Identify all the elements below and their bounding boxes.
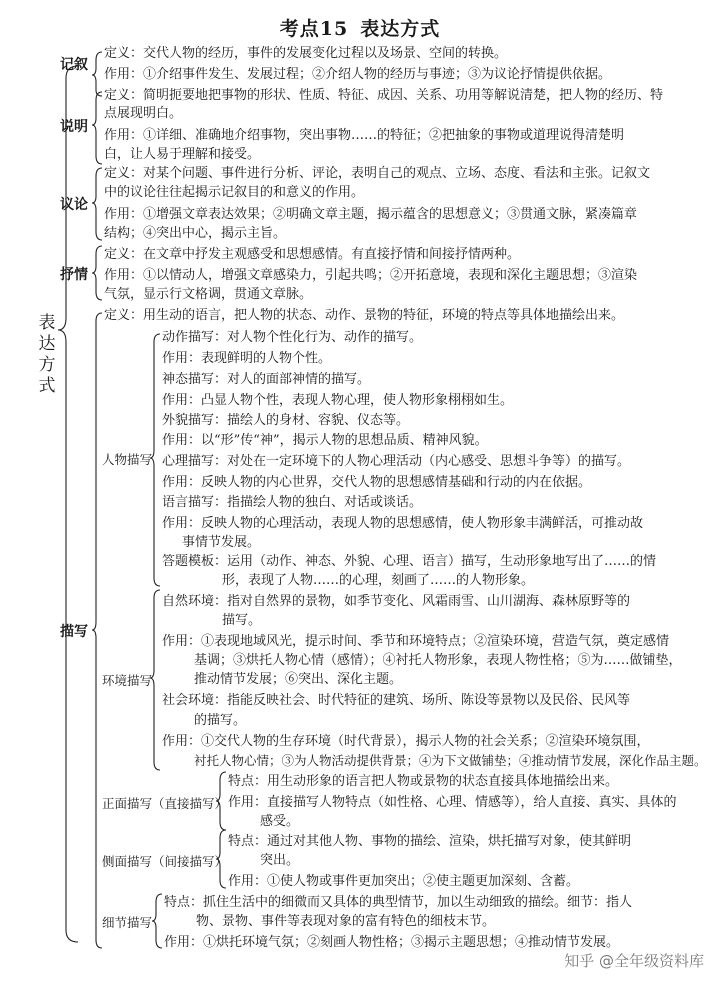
huanjing-line: 的描写。 [194, 713, 247, 728]
shuqing-definition: 定义：在文章中抒发主观感受和思想感情。有直接抒情和间接抒情两种。 [104, 247, 521, 262]
renwu-line: 动作描写：对人物个性化行为、动作的描写。 [162, 330, 423, 345]
zhengmian-line: 感受。 [260, 814, 300, 829]
brace-shuoming [92, 92, 102, 164]
label-renwu: 人物描写 [102, 452, 153, 467]
renwu-line: 事情节发展。 [182, 535, 261, 550]
renwu-line: 语言描写：指描绘人物的独白、对话或谈话。 [162, 495, 423, 510]
huanjing-line: 作用：①交代人物的生存环境（时代背景），揭示人物的社会关系；②渲染环境氛围， [162, 734, 650, 749]
brace-jixu [92, 52, 102, 96]
jixu-definition: 定义：交代人物的经历，事件的发展变化过程以及场景、空间的转换。 [104, 46, 508, 61]
cemian-line: 特点：通过对其他人物、事物的描绘、渲染，烘托描写对象，使其鲜明 [228, 834, 632, 849]
huanjing-line: 描写。 [222, 613, 262, 628]
renwu-line: 外貌描写：描绘人的身材、容貌、仪态等。 [162, 413, 410, 428]
renwu-line: 作用：反映人物的内心世界，交代人物的思想感情基础和行动的内在依据。 [162, 475, 592, 490]
xijie-line: 物、景物、事件等表现对象的富有特色的细枝末节。 [196, 914, 496, 929]
label-miaoxie: 描写 [60, 624, 88, 640]
huanjing-line: 衬托人物心情；③为人物活动提供背景；④为下文做铺垫；④推动情节发展，深化作品主题。 [194, 753, 707, 768]
xijie-line: 特点：抓住生活中的细微而又具体的典型情节，加以生动细致的描绘。细节：指人 [164, 895, 633, 910]
shuqing-function-1: 作用：①以情动人，增强文章感染力，引起共鸣；②开拓意境，表现和深化主题思想；③渲染 [104, 268, 638, 283]
watermark: 知乎 @全年级资料库 [564, 952, 704, 970]
label-shuoming: 说明 [60, 119, 88, 135]
renwu-line: 神态描写：对人的面部神情的描写。 [162, 372, 371, 387]
yilun-function-1: 作用：①增强文章表达效果；②明确文章主题，揭示蕴含的思想意义；③贯通文脉，紧凑篇章 [104, 207, 638, 222]
xijie-line: 作用：①烘托环境气氛；②刻画人物性格；③揭示主题思想；④推动情节发展。 [164, 935, 620, 950]
zhengmian-line: 作用：直接描写人物特点（如性格、心理、情感等），给人直接、真实、具体的 [228, 795, 677, 810]
label-yilun: 议论 [60, 197, 88, 213]
yilun-definition-1: 定义：对某个问题、事件进行分析、评论，表明自己的观点、立场、态度、看法和主张。记叙文 [104, 166, 651, 181]
shuqing-function-2: 气氛，显示行文格调，贯通文章脉。 [104, 287, 313, 302]
label-zhengmian: 正面描写（直接描写） [102, 796, 228, 811]
shuoming-function-1: 作用：①详细、准确地介绍事物，突出事物……的特征；②把抽象的事物或道理说得清楚明 [104, 128, 625, 143]
root-label: 表达方式 [38, 313, 56, 396]
brace-yilun [92, 168, 102, 240]
renwu-line: 作用：表现鲜明的人物个性。 [162, 351, 332, 366]
label-jixu: 记叙 [60, 57, 88, 73]
miaoxie-definition: 定义：用生动的语言，把人物的状态、动作、景物的特征，环境的特点等具体地描绘出来。 [104, 308, 625, 323]
renwu-line: 形，表现了人物……的心理，刻画了……的人物形象。 [222, 573, 535, 588]
cemian-line: 作用：①使人物或事件更加突出；②使主题更加深刻、含蓄。 [228, 874, 580, 889]
renwu-line: 作用：以“形”传“神”，揭示人物的思想品质、精神风貌。 [162, 433, 488, 448]
huanjing-line: 作用：①表现地域风光，提示时间、季节和环境特点；②渲染环境，营造气氛，奠定感情 [162, 634, 670, 649]
jixu-function: 作用：①介绍事件发生、发展过程；②介绍人物的经历与事迹；③为议论抒情提供依据。 [104, 67, 612, 82]
shuoming-definition-1: 定义：简明扼要地把事物的形状、性质、特征、成因、关系、功用等解说清楚，把人物的经历、特 [104, 88, 664, 103]
renwu-line: 作用：凸显人物个性，表现人物心理，使人物形象栩栩如生。 [162, 393, 514, 408]
shuoming-function-2: 白，让人易于理解和接受。 [104, 147, 261, 162]
brace-shuqing [92, 246, 102, 300]
label-shuqing: 抒情 [60, 267, 88, 283]
yilun-definition-2: 中的议论往往起揭示记叙目的和意义的作用。 [104, 185, 365, 200]
shuoming-definition-2: 点展现明白。 [104, 106, 183, 121]
label-huanjing: 环境描写 [102, 673, 153, 688]
huanjing-line: 基调；③烘托人物心情（感情）；④衬托人物形象，表现人物性格；⑤为……做铺垫， [194, 653, 682, 668]
zhengmian-line: 特点：用生动形象的语言把人物或景物的状态直接具体地描绘出来。 [228, 774, 619, 789]
label-cemian: 侧面描写（间接描写） [102, 854, 228, 869]
brace-xijie [152, 894, 162, 948]
renwu-line: 心理描写：对处在一定环境下的人物心理活动（内心感受、思想斗争等）的描写。 [162, 454, 631, 469]
yilun-function-2: 结构；④突出中心，揭示主旨。 [104, 226, 287, 241]
renwu-line: 答题模板：运用（动作、神态、外貌、心理、语言）描写，生动形象地写出了……的情 [162, 554, 657, 569]
brace-miaoxie [92, 313, 102, 948]
huanjing-line: 自然环境：指对自然界的景物，如季节变化、风霜雨雪、山川湖海、森林原野等的 [162, 594, 631, 609]
label-xijie: 细节描写 [102, 915, 153, 930]
page-title: 考点15 表达方式 [279, 18, 441, 40]
huanjing-line: 社会环境：指能反映社会、时代特征的建筑、场所、陈设等景物以及民俗、民风等 [162, 693, 631, 708]
renwu-line: 作用：反映人物的心理活动，表现人物的思想感情，使人物形象丰满鲜活，可推动故 [162, 516, 644, 531]
cemian-line: 突出。 [260, 853, 300, 868]
huanjing-line: 推动情节发展；⑥突出、深化主题。 [194, 672, 403, 687]
